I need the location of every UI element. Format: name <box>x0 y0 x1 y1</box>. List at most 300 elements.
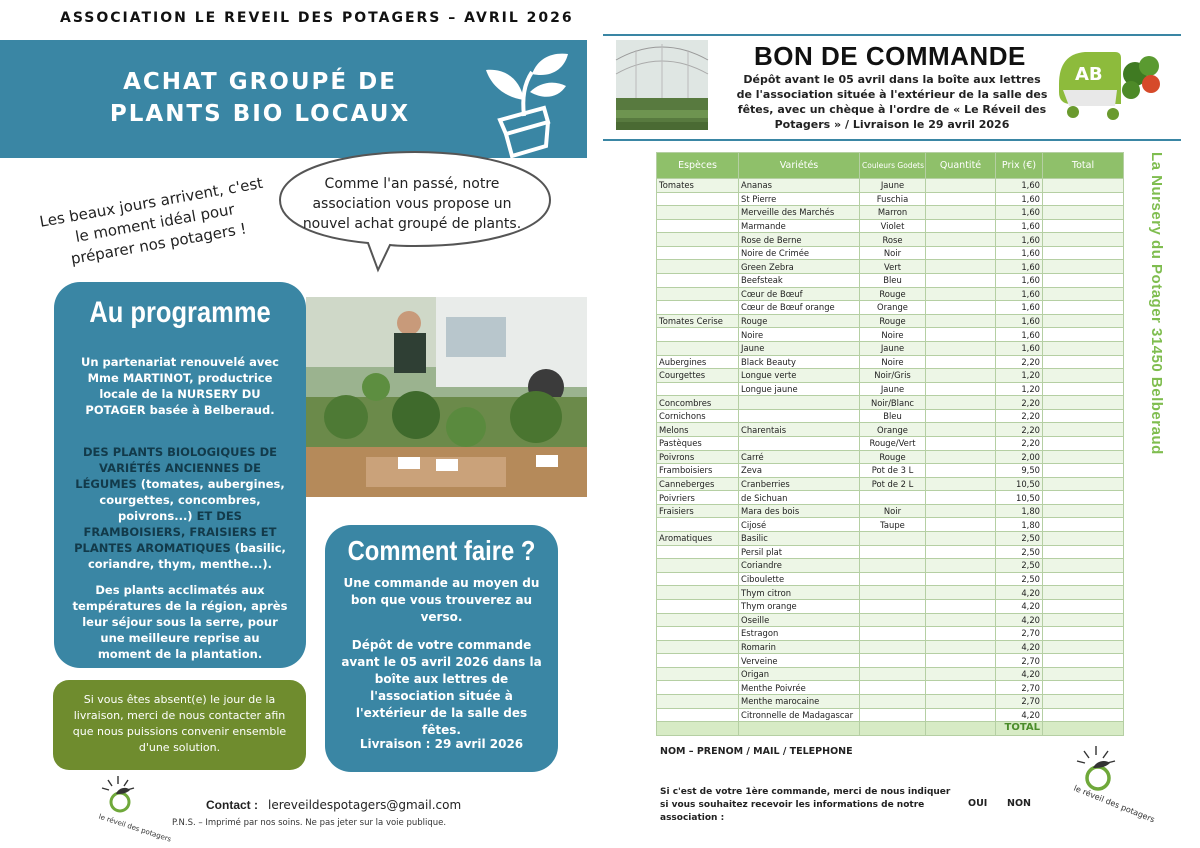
quantity-cell[interactable] <box>926 518 996 532</box>
total-cell[interactable] <box>1043 681 1124 695</box>
order-row <box>657 545 1124 559</box>
order-row <box>657 667 1124 681</box>
price-cell: 1,20 <box>996 382 1043 396</box>
pot-color-cell <box>860 613 926 627</box>
species-cell <box>657 586 739 600</box>
total-cell[interactable] <box>1043 450 1124 464</box>
header-variety: Variétés <box>739 153 860 179</box>
organic-ab-cart-icon <box>1055 44 1165 126</box>
total-cell[interactable] <box>1043 613 1124 627</box>
species-cell <box>657 640 739 654</box>
pot-color-cell <box>860 586 926 600</box>
species-cell <box>657 572 739 586</box>
price-cell: 2,70 <box>996 694 1043 708</box>
order-row <box>657 328 1124 342</box>
total-cell[interactable] <box>1043 246 1124 260</box>
order-row <box>657 464 1124 478</box>
quantity-cell[interactable] <box>926 559 996 573</box>
variety-cell: Ananas <box>739 179 860 193</box>
pot-color-cell: Noire <box>860 355 926 369</box>
pot-color-cell: Noir/Blanc <box>860 396 926 410</box>
absence-note-box <box>53 680 306 770</box>
total-cell[interactable] <box>1043 654 1124 668</box>
pot-color-cell <box>860 532 926 546</box>
pot-color-cell <box>860 627 926 641</box>
total-cell[interactable] <box>1043 341 1124 355</box>
price-cell: 1,60 <box>996 287 1043 301</box>
variety-cell: Noire de Crimée <box>739 246 860 260</box>
species-cell: Tomates <box>657 179 739 193</box>
price-cell: 1,60 <box>996 179 1043 193</box>
programme-paragraph-3: Des plants acclimatés aux températures de la région, après leur séjour sous la serre, pour une meilleure reprise au moment de la plantation. <box>72 583 288 661</box>
total-cell[interactable] <box>1043 382 1124 396</box>
variety-cell: Oseille <box>739 613 860 627</box>
programme-text-2: (basilic, coriandre, thym, menthe...). <box>87 541 286 571</box>
species-cell: Canneberges <box>657 477 739 491</box>
total-cell[interactable] <box>1043 586 1124 600</box>
species-cell: Poivrons <box>657 450 739 464</box>
variety-cell: Romarin <box>739 640 860 654</box>
association-header: ASSOCIATION LE REVEIL DES POTAGERS – AVRIL 2026 <box>60 10 574 26</box>
yes-option[interactable]: OUI <box>968 798 988 809</box>
price-cell: 1,60 <box>996 219 1043 233</box>
pot-color-cell <box>860 545 926 559</box>
price-cell: 1,60 <box>996 192 1043 206</box>
species-cell: Aubergines <box>657 355 739 369</box>
pot-color-cell <box>860 559 926 573</box>
total-cell[interactable] <box>1043 532 1124 546</box>
pot-color-cell: Jaune <box>860 341 926 355</box>
total-row-empty-cell <box>926 722 996 736</box>
quantity-cell[interactable] <box>926 627 996 641</box>
variety-cell: Basilic <box>739 532 860 546</box>
total-cell[interactable] <box>1043 423 1124 437</box>
quantity-cell[interactable] <box>926 436 996 450</box>
order-form-title: BON DE COMMANDE <box>754 41 1026 71</box>
species-cell <box>657 545 739 559</box>
quantity-cell[interactable] <box>926 654 996 668</box>
market-photo <box>306 297 587 497</box>
quantity-cell[interactable] <box>926 355 996 369</box>
pot-color-cell <box>860 599 926 613</box>
species-cell <box>657 667 739 681</box>
price-cell: 1,60 <box>996 260 1043 274</box>
order-row <box>657 219 1124 233</box>
programme-caps-2: ET DES FRAMBOISIERS, FRAISIERS ET PLANTES AROMATIQUES <box>74 509 277 555</box>
programme-paragraph-2 <box>72 444 288 572</box>
price-cell: 2,50 <box>996 559 1043 573</box>
pot-color-cell: Vert <box>860 260 926 274</box>
programme-text-1: (tomates, aubergines, courgettes, concombres, poivrons...) <box>99 477 285 523</box>
total-cell[interactable] <box>1043 314 1124 328</box>
programme-caps-1: DES PLANTS BIOLOGIQUES DE VARIÉTÉS ANCIENNES DE LÉGUMES <box>75 445 277 491</box>
total-cell[interactable] <box>1043 192 1124 206</box>
banner-title: ACHAT GROUPÉ DE PLANTS BIO LOCAUX <box>109 69 411 127</box>
quantity-cell[interactable] <box>926 450 996 464</box>
price-cell: 2,70 <box>996 654 1043 668</box>
delivery-date: Livraison : 29 avril 2026 <box>359 737 524 751</box>
order-row <box>657 274 1124 288</box>
quantity-cell[interactable] <box>926 586 996 600</box>
price-cell: 2,50 <box>996 545 1043 559</box>
pot-color-cell <box>860 681 926 695</box>
total-cell[interactable] <box>1043 504 1124 518</box>
total-cell[interactable] <box>1043 477 1124 491</box>
total-cell[interactable] <box>1043 559 1124 573</box>
variety-cell: Cijosé <box>739 518 860 532</box>
variety-cell <box>739 396 860 410</box>
total-cell[interactable] <box>1043 287 1124 301</box>
total-cell[interactable] <box>1043 708 1124 722</box>
top-divider <box>603 34 1181 36</box>
order-row <box>657 355 1124 369</box>
contact-email[interactable]: lereveildespotagers@gmail.com <box>268 798 462 812</box>
variety-cell: Thym orange <box>739 599 860 613</box>
total-cell[interactable] <box>1043 627 1124 641</box>
species-cell <box>657 681 739 695</box>
quantity-cell[interactable] <box>926 382 996 396</box>
total-cell[interactable] <box>1043 328 1124 342</box>
variety-cell: Mara des bois <box>739 504 860 518</box>
pot-color-cell <box>860 654 926 668</box>
header-price: Prix (€) <box>996 153 1043 179</box>
quantity-cell[interactable] <box>926 206 996 220</box>
quantity-cell[interactable] <box>926 314 996 328</box>
total-cell[interactable] <box>1043 694 1124 708</box>
price-cell: 2,70 <box>996 681 1043 695</box>
variety-cell: Zeva <box>739 464 860 478</box>
order-row <box>657 246 1124 260</box>
species-cell: Pastèques <box>657 436 739 450</box>
quantity-cell[interactable] <box>926 328 996 342</box>
species-cell <box>657 599 739 613</box>
total-row-empty-cell <box>739 722 860 736</box>
name-contact-label: NOM – PRENOM / MAIL / TELEPHONE <box>660 746 853 757</box>
price-cell: 2,20 <box>996 396 1043 410</box>
variety-cell: Beefsteak <box>739 274 860 288</box>
species-cell <box>657 382 739 396</box>
variety-cell: de Sichuan <box>739 491 860 505</box>
programme-paragraph-1: Un partenariat renouvelé avec Mme MARTINOT, productrice locale de la NURSERY DU POTAGER basée à Belberaud. <box>81 355 279 417</box>
nursery-name: La Nursery du Potager 31450 Belberaud <box>1148 152 1165 455</box>
order-row <box>657 532 1124 546</box>
order-row <box>657 559 1124 573</box>
pot-color-cell <box>860 572 926 586</box>
quantity-cell[interactable] <box>926 246 996 260</box>
price-cell: 9,50 <box>996 464 1043 478</box>
price-cell: 2,20 <box>996 436 1043 450</box>
order-row <box>657 681 1124 695</box>
total-cell[interactable] <box>1043 491 1124 505</box>
variety-cell: Rose de Berne <box>739 233 860 247</box>
pot-color-cell: Jaune <box>860 382 926 396</box>
order-row <box>657 518 1124 532</box>
species-cell <box>657 708 739 722</box>
total-cell[interactable] <box>1043 545 1124 559</box>
quantity-cell[interactable] <box>926 464 996 478</box>
price-cell: 2,50 <box>996 532 1043 546</box>
variety-cell: Cranberries <box>739 477 860 491</box>
header-total: Total <box>1043 153 1124 179</box>
species-cell <box>657 274 739 288</box>
price-cell: 2,20 <box>996 423 1043 437</box>
variety-cell: Menthe Poivrée <box>739 681 860 695</box>
pot-color-cell: Orange <box>860 301 926 315</box>
price-cell: 4,20 <box>996 599 1043 613</box>
association-logo-right <box>1068 742 1157 825</box>
pot-color-cell: Rouge/Vert <box>860 436 926 450</box>
order-row <box>657 491 1124 505</box>
variety-cell: Ciboulette <box>739 572 860 586</box>
order-row <box>657 206 1124 220</box>
ab-label: AB <box>1075 64 1103 85</box>
price-cell: 2,20 <box>996 409 1043 423</box>
order-row <box>657 192 1124 206</box>
bottom-divider <box>603 139 1181 141</box>
species-cell: Cornichons <box>657 409 739 423</box>
price-cell: 10,50 <box>996 477 1043 491</box>
species-cell: Poivriers <box>657 491 739 505</box>
variety-cell: Citronnelle de Madagascar <box>739 708 860 722</box>
total-cell[interactable] <box>1043 179 1124 193</box>
order-row <box>657 423 1124 437</box>
order-row <box>657 341 1124 355</box>
order-row <box>657 572 1124 586</box>
order-row <box>657 504 1124 518</box>
price-cell: 1,60 <box>996 274 1043 288</box>
pot-color-cell <box>860 491 926 505</box>
order-row <box>657 708 1124 722</box>
species-cell: Concombres <box>657 396 739 410</box>
total-cell[interactable] <box>1043 464 1124 478</box>
title-banner <box>0 40 587 158</box>
quantity-cell[interactable] <box>926 219 996 233</box>
total-row-empty-cell <box>657 722 739 736</box>
pot-color-cell: Jaune <box>860 179 926 193</box>
quantity-cell[interactable] <box>926 694 996 708</box>
species-cell: Courgettes <box>657 369 739 383</box>
pot-color-cell: Bleu <box>860 274 926 288</box>
price-cell: 1,60 <box>996 301 1043 315</box>
pot-color-cell: Rouge <box>860 287 926 301</box>
logo-text: le réveil des potagers <box>97 812 173 844</box>
absence-note: Si vous êtes absent(e) le jour de la livraison, merci de nous contacter afin que nous puissions convenir ensemble d'une solution. <box>72 693 287 754</box>
total-cell[interactable] <box>1043 599 1124 613</box>
order-row <box>657 436 1124 450</box>
association-logo <box>96 772 173 844</box>
logo-right-text: le réveil des potagers <box>1072 783 1157 825</box>
order-table <box>656 152 1124 736</box>
programme-box <box>54 282 306 668</box>
quantity-cell[interactable] <box>926 532 996 546</box>
species-cell: Fraisiers <box>657 504 739 518</box>
variety-cell: Verveine <box>739 654 860 668</box>
pot-color-cell: Fuschia <box>860 192 926 206</box>
price-cell: 1,80 <box>996 504 1043 518</box>
price-cell: 2,20 <box>996 355 1043 369</box>
pot-color-cell: Orange <box>860 423 926 437</box>
species-cell: Tomates Cerise <box>657 314 739 328</box>
variety-cell: Coriandre <box>739 559 860 573</box>
total-row-empty-cell <box>860 722 926 736</box>
total-cell[interactable] <box>1043 396 1124 410</box>
variety-cell: Longue verte <box>739 369 860 383</box>
order-row <box>657 260 1124 274</box>
pot-color-cell <box>860 640 926 654</box>
greenhouse-photo <box>616 40 708 130</box>
order-row <box>657 409 1124 423</box>
price-cell: 4,20 <box>996 667 1043 681</box>
variety-cell: Thym citron <box>739 586 860 600</box>
quantity-cell[interactable] <box>926 491 996 505</box>
no-option[interactable]: NON <box>1007 798 1031 809</box>
variety-cell: Cœur de Bœuf <box>739 287 860 301</box>
pot-color-cell: Rouge <box>860 450 926 464</box>
order-row <box>657 640 1124 654</box>
order-row <box>657 694 1124 708</box>
order-form-subtitle: Dépôt avant le 05 avril dans la boîte aux lettres de l'association située à l'extérieur de la salle des fêtes, avec un chèque à l'ordre de « Le Réveil des Potagers » / Livraison le 29 avril 2026 <box>736 73 1048 131</box>
how-to-box <box>325 525 558 772</box>
species-cell: Aromatiques <box>657 532 739 546</box>
species-cell <box>657 341 739 355</box>
price-cell: 1,60 <box>996 341 1043 355</box>
species-cell: Framboisiers <box>657 464 739 478</box>
variety-cell: Longue jaune <box>739 382 860 396</box>
quantity-cell[interactable] <box>926 613 996 627</box>
header-quantity: Quantité <box>926 153 996 179</box>
species-cell <box>657 287 739 301</box>
order-row <box>657 599 1124 613</box>
order-row <box>657 314 1124 328</box>
how-to-title: Comment faire ? <box>347 535 536 566</box>
first-order-question: Si c'est de votre 1ère commande, merci de nous indiquer si vous souhaitez recevoir les informations de notre association : <box>660 787 951 823</box>
variety-cell <box>739 436 860 450</box>
quantity-cell[interactable] <box>926 192 996 206</box>
variety-cell: Estragon <box>739 627 860 641</box>
price-cell: 4,20 <box>996 708 1043 722</box>
price-cell: 10,50 <box>996 491 1043 505</box>
quantity-cell[interactable] <box>926 179 996 193</box>
pot-color-cell: Noir <box>860 504 926 518</box>
order-total-row <box>657 722 1124 736</box>
variety-cell: Marmande <box>739 219 860 233</box>
total-cell[interactable] <box>1043 369 1124 383</box>
species-cell <box>657 328 739 342</box>
quantity-cell[interactable] <box>926 369 996 383</box>
price-cell: 4,20 <box>996 586 1043 600</box>
total-cell[interactable] <box>1043 274 1124 288</box>
quantity-cell[interactable] <box>926 667 996 681</box>
total-cell[interactable] <box>1043 640 1124 654</box>
total-cell[interactable] <box>1043 260 1124 274</box>
species-cell <box>657 694 739 708</box>
pot-color-cell: Rouge <box>860 314 926 328</box>
price-cell: 1,60 <box>996 328 1043 342</box>
total-label: TOTAL <box>996 722 1043 736</box>
grand-total-cell[interactable] <box>1043 722 1124 736</box>
quantity-cell[interactable] <box>926 233 996 247</box>
quantity-cell[interactable] <box>926 274 996 288</box>
total-cell[interactable] <box>1043 206 1124 220</box>
quantity-cell[interactable] <box>926 260 996 274</box>
species-cell <box>657 654 739 668</box>
price-cell: 2,50 <box>996 572 1043 586</box>
total-cell[interactable] <box>1043 233 1124 247</box>
pot-color-cell: Taupe <box>860 518 926 532</box>
quantity-cell[interactable] <box>926 681 996 695</box>
order-row <box>657 396 1124 410</box>
programme-title: Au programme <box>89 296 271 329</box>
pot-color-cell: Marron <box>860 206 926 220</box>
order-row <box>657 301 1124 315</box>
quantity-cell[interactable] <box>926 409 996 423</box>
variety-cell: Carré <box>739 450 860 464</box>
order-row <box>657 369 1124 383</box>
total-cell[interactable] <box>1043 219 1124 233</box>
species-cell <box>657 301 739 315</box>
variety-cell: Green Zebra <box>739 260 860 274</box>
species-cell <box>657 233 739 247</box>
total-cell[interactable] <box>1043 518 1124 532</box>
pot-color-cell: Noire <box>860 328 926 342</box>
order-row <box>657 654 1124 668</box>
quantity-cell[interactable] <box>926 477 996 491</box>
bubble-text: Comme l'an passé, notre association vous propose un nouvel achat groupé de plants. <box>302 176 522 232</box>
species-cell <box>657 192 739 206</box>
total-cell[interactable] <box>1043 572 1124 586</box>
quantity-cell[interactable] <box>926 287 996 301</box>
total-cell[interactable] <box>1043 355 1124 369</box>
order-row <box>657 450 1124 464</box>
species-cell <box>657 627 739 641</box>
species-cell <box>657 559 739 573</box>
total-cell[interactable] <box>1043 301 1124 315</box>
variety-cell: Menthe marocaine <box>739 694 860 708</box>
quantity-cell[interactable] <box>926 301 996 315</box>
price-cell: 4,20 <box>996 613 1043 627</box>
variety-cell: Persil plat <box>739 545 860 559</box>
contact-label: Contact : <box>206 798 258 812</box>
total-cell[interactable] <box>1043 436 1124 450</box>
order-row <box>657 233 1124 247</box>
quantity-cell[interactable] <box>926 396 996 410</box>
total-cell[interactable] <box>1043 409 1124 423</box>
price-cell: 1,60 <box>996 314 1043 328</box>
species-cell <box>657 206 739 220</box>
species-cell <box>657 613 739 627</box>
quantity-cell[interactable] <box>926 423 996 437</box>
how-to-paragraph-1: Une commande au moyen du bon que vous trouverez au verso. <box>343 576 540 624</box>
quantity-cell[interactable] <box>926 708 996 722</box>
quantity-cell[interactable] <box>926 572 996 586</box>
quantity-cell[interactable] <box>926 504 996 518</box>
total-cell[interactable] <box>1043 667 1124 681</box>
pot-color-cell: Rose <box>860 233 926 247</box>
plant-pot-icon <box>478 48 570 156</box>
variety-cell: St Pierre <box>739 192 860 206</box>
nursery-vertical-label <box>1145 152 1165 512</box>
quantity-cell[interactable] <box>926 545 996 559</box>
quantity-cell[interactable] <box>926 341 996 355</box>
quantity-cell[interactable] <box>926 640 996 654</box>
pot-color-cell <box>860 708 926 722</box>
variety-cell: Black Beauty <box>739 355 860 369</box>
variety-cell: Origan <box>739 667 860 681</box>
order-table-header <box>657 153 1124 179</box>
order-row <box>657 627 1124 641</box>
pns-notice: P.N.S. – Imprimé par nos soins. Ne pas jeter sur la voie publique. <box>172 818 447 828</box>
quantity-cell[interactable] <box>926 599 996 613</box>
